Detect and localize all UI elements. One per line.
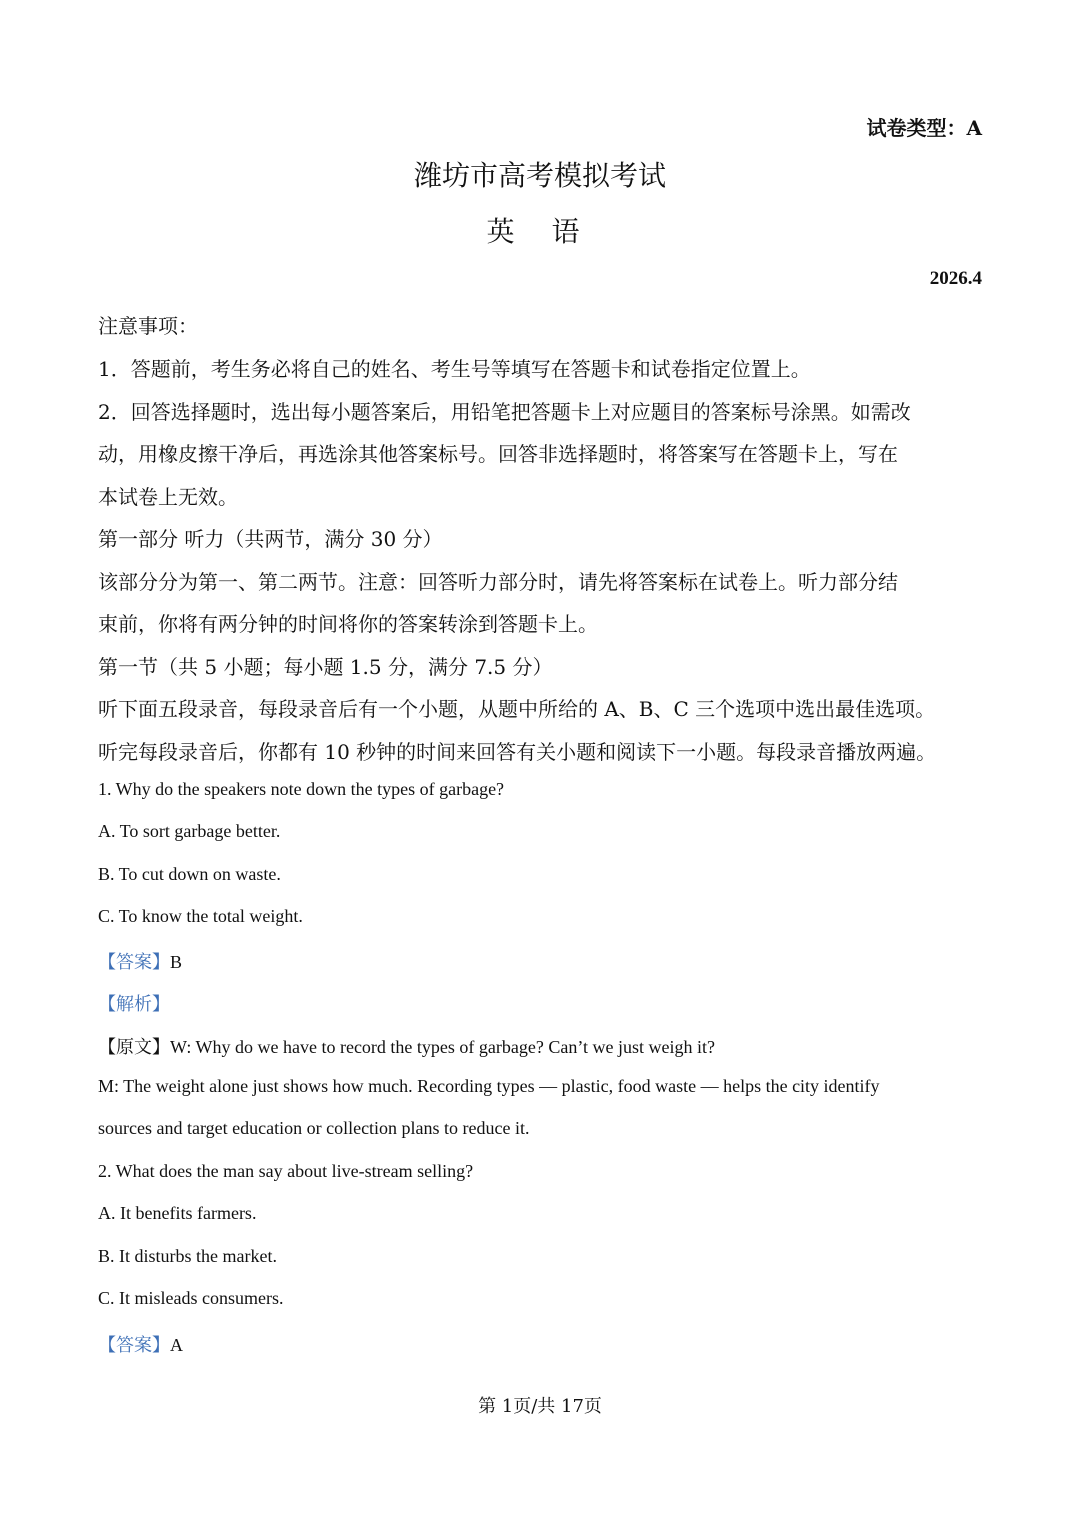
note-item-1: 1．答题前，考生务必将自己的姓名、考生号等填写在答题卡和试卷指定位置上。 (98, 357, 811, 381)
exam-date: 2026.4 (929, 268, 982, 289)
q2-option-a: A. It benefits farmers. (98, 1203, 257, 1223)
note-item-2-line-2: 动，用橡皮擦干净后，再选涂其他答案标号。回答非选择题时，将答案写在答题卡上，写在 (98, 442, 898, 466)
answer-label: 【答案】 (98, 1335, 170, 1355)
transcript-w-text: W: Why do we have to record the types of garbage? Can’t we just weigh it? (170, 1037, 715, 1057)
note-item-2-line-3: 本试卷上无效。 (98, 485, 238, 509)
section1-instruction-line-2: 听完每段录音后，你都有 10 秒钟的时间来回答有关小题和阅读下一小题。每段录音播放两遍。 (98, 740, 937, 764)
subject-title: 英 语 (486, 215, 594, 248)
q1-transcript-m-line-2: sources and target education or collection plans to reduce it. (98, 1118, 530, 1138)
q2-option-b: B. It disturbs the market. (98, 1246, 277, 1266)
section1-instruction-line-1: 听下面五段录音，每段录音后有一个小题，从题中所给的 A、B、C 三个选项中选出最佳选项。 (98, 697, 936, 721)
paper-type: 试卷类型：A (866, 116, 982, 140)
q1-option-a: A. To sort garbage better. (98, 821, 281, 841)
exam-title: 潍坊市高考模拟考试 (413, 159, 666, 192)
q1-option-b: B. To cut down on waste. (98, 864, 281, 884)
note-item-2-line-1: 2．回答选择题时，选出每小题答案后，用铅笔把答题卡上对应题目的答案标号涂黑。如需改 (98, 400, 911, 424)
q1-option-c: C. To know the total weight. (98, 906, 303, 926)
q2-answer-line (98, 1331, 183, 1357)
section1-heading: 第一节（共 5 小题；每小题 1.5 分，满分 7.5 分） (98, 655, 553, 679)
part1-intro-line-1: 该部分分为第一、第二两节。注意：回答听力部分时，请先将答案标在试卷上。听力部分结 (98, 570, 898, 594)
part1-intro-line-2: 束前，你将有两分钟的时间将你的答案转涂到答题卡上。 (98, 612, 598, 636)
answer-label: 【答案】 (98, 952, 170, 972)
notes-heading: 注意事项： (98, 314, 198, 338)
q1-answer-value: B (170, 952, 183, 972)
page-footer: 第 1页/共 17页 (478, 1396, 602, 1417)
q2-option-c: C. It misleads consumers. (98, 1288, 284, 1308)
part1-heading: 第一部分 听力（共两节，满分 30 分） (98, 527, 443, 551)
transcript-label: 【原文】 (98, 1037, 170, 1057)
analysis-label: 【解析】 (98, 994, 170, 1014)
question-1: 1. Why do the speakers note down the types of garbage? (98, 779, 505, 799)
q1-transcript-w (98, 1033, 715, 1059)
question-2: 2. What does the man say about live-stream selling? (98, 1161, 474, 1181)
q2-answer-value: A (170, 1335, 183, 1355)
q1-transcript-m-line-1: M: The weight alone just shows how much. Recording types — plastic, food waste — helps the city identify (98, 1076, 880, 1096)
q1-answer-line (98, 948, 182, 974)
